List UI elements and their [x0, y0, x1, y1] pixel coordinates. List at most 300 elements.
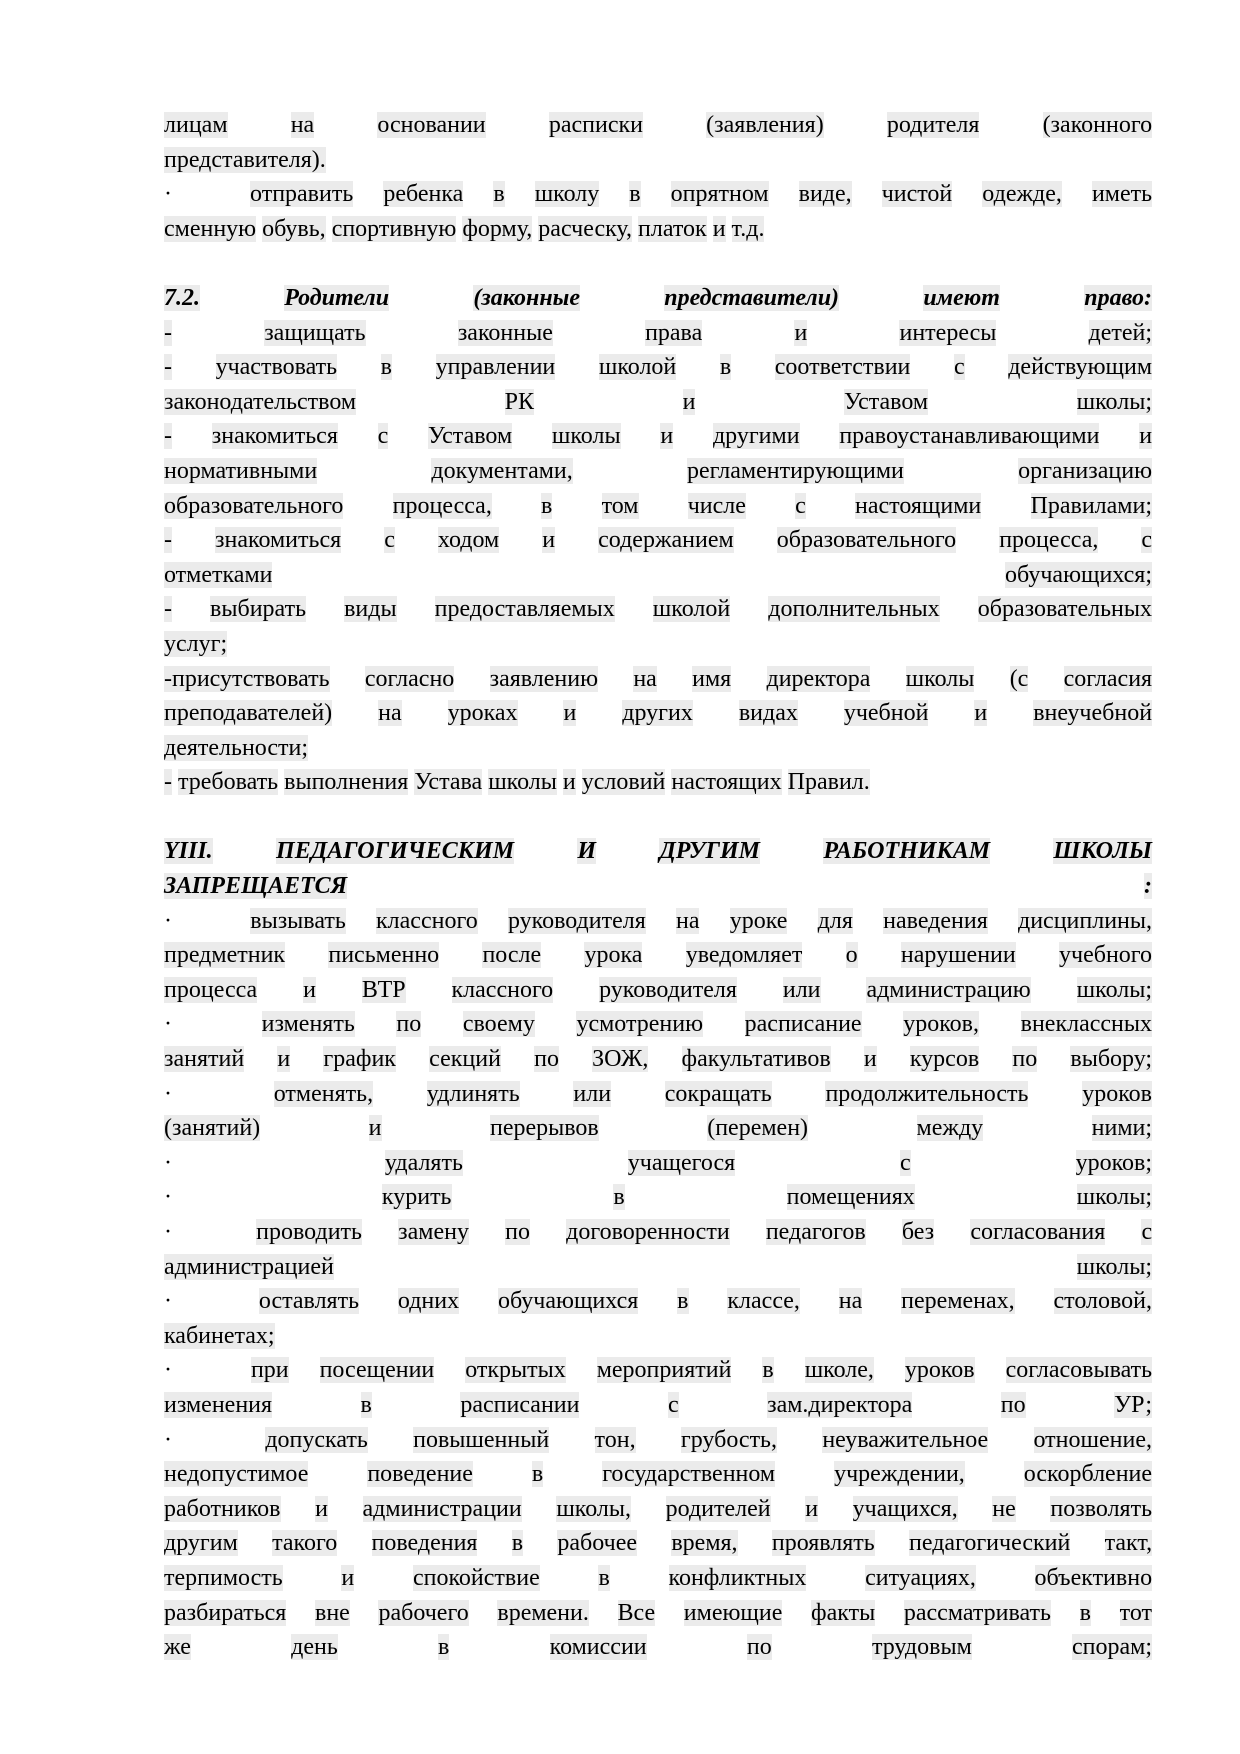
word: (законные	[473, 284, 580, 311]
word: рабочего	[378, 1599, 469, 1626]
word: с	[384, 527, 395, 554]
paragraph	[164, 177, 1152, 246]
word: знакомиться	[215, 527, 342, 554]
text-line	[164, 523, 1152, 558]
word: УР;	[1114, 1391, 1153, 1418]
word: и	[974, 700, 988, 727]
word: с	[900, 1149, 911, 1176]
word: в	[1079, 1599, 1091, 1626]
word: недопустимое	[164, 1461, 309, 1488]
word: опрятном	[670, 181, 769, 208]
word: кабинетах;	[164, 1322, 275, 1349]
bullet-marker: ·	[164, 1149, 172, 1176]
word: объективно	[1034, 1564, 1153, 1591]
text-line	[164, 869, 1152, 904]
word: согласовывать	[1005, 1357, 1153, 1384]
word: помещениях	[786, 1184, 915, 1211]
word: выбору;	[1070, 1046, 1153, 1073]
word: школой	[652, 596, 731, 623]
text-line	[164, 696, 1152, 731]
bullet-marker: ·	[164, 1426, 172, 1453]
word: школы,	[556, 1495, 632, 1522]
word: образовательных	[977, 596, 1153, 623]
word: Уставом	[428, 423, 513, 450]
word: грубость,	[680, 1426, 777, 1453]
word: выбирать	[210, 596, 307, 623]
word: с	[667, 1391, 679, 1418]
word: родителя	[886, 112, 980, 138]
word: родителей	[665, 1495, 771, 1522]
word: руководителя	[599, 976, 737, 1003]
word: представители)	[664, 284, 840, 311]
word: школой	[598, 354, 677, 381]
word: на	[633, 665, 657, 692]
text-line	[164, 1250, 1152, 1285]
word: в	[677, 1288, 689, 1315]
word: образовательного	[164, 492, 344, 519]
word: с	[795, 492, 806, 519]
word: лицам	[164, 112, 228, 138]
word: допускать	[265, 1426, 368, 1453]
text-line	[164, 281, 1152, 316]
word: -	[164, 319, 172, 346]
word: уроках	[447, 700, 518, 727]
word: изменения	[164, 1391, 273, 1418]
word: по	[505, 1219, 530, 1245]
word: неуважительное	[822, 1426, 989, 1453]
word: факультативов	[681, 1046, 831, 1073]
word: имеющие	[683, 1599, 783, 1626]
word: настоящих	[671, 769, 782, 796]
word: секций	[429, 1046, 501, 1073]
text-line	[164, 1353, 1152, 1388]
word: в	[629, 181, 641, 208]
word: администрацией	[164, 1253, 334, 1280]
word: ЗОЖ,	[592, 1046, 649, 1073]
word: (перемен)	[707, 1115, 809, 1142]
word: в	[762, 1357, 774, 1384]
word: школы;	[1076, 388, 1152, 415]
text-line	[164, 419, 1152, 454]
section-heading	[164, 281, 1152, 316]
word: и	[794, 319, 808, 346]
word: ребенка	[383, 181, 464, 208]
word: Родители	[284, 284, 390, 311]
word: деятельности;	[164, 734, 309, 761]
text-line	[164, 489, 1152, 524]
word: (занятий)	[164, 1115, 261, 1142]
word: (законного	[1042, 112, 1153, 138]
word: школы;	[1076, 1253, 1152, 1280]
bullet-marker: ·	[164, 1219, 172, 1245]
word: и	[368, 1115, 382, 1142]
word: педагогический	[909, 1530, 1071, 1557]
text-line	[164, 834, 1152, 869]
word: защищать	[264, 319, 366, 346]
word: YIII.	[164, 838, 213, 865]
word: И	[577, 838, 597, 865]
word: конфликтных	[668, 1564, 807, 1591]
word: о	[845, 942, 858, 969]
word: школы	[905, 665, 975, 692]
word: в	[380, 354, 393, 381]
text-line	[164, 1630, 1152, 1665]
text-line	[164, 350, 1152, 385]
word: РК	[504, 388, 534, 415]
word: уведомляет	[685, 942, 803, 969]
text-line	[164, 1526, 1152, 1561]
word: Уставом	[843, 388, 929, 415]
word: перерывов	[489, 1115, 599, 1142]
text-line	[164, 558, 1152, 593]
text-line	[164, 1388, 1152, 1423]
word: управлении	[435, 354, 556, 381]
word: удлинять	[426, 1080, 520, 1107]
word: ними;	[1091, 1115, 1153, 1142]
word: столовой,	[1053, 1288, 1153, 1315]
word: участвовать	[215, 354, 338, 381]
bullet-marker: ·	[164, 1080, 172, 1107]
text-line	[164, 1111, 1152, 1146]
word: обучающихся	[498, 1288, 639, 1315]
word: разбираться	[164, 1599, 287, 1626]
word: внеучебной	[1033, 700, 1153, 727]
word: -	[164, 769, 172, 796]
word: в	[541, 492, 553, 519]
word: спорам;	[1072, 1634, 1153, 1661]
word: усмотрению	[576, 1011, 704, 1038]
word: и	[303, 976, 316, 1003]
word: такого	[272, 1530, 338, 1557]
word: работников	[164, 1495, 281, 1522]
word: рассматривать	[903, 1599, 1051, 1626]
word: основании	[377, 112, 486, 138]
text-line	[164, 454, 1152, 489]
word: наведения	[883, 907, 988, 934]
word: классного	[376, 907, 478, 934]
word: и	[682, 388, 696, 415]
word: урока	[584, 942, 643, 969]
word: ВТР	[361, 976, 406, 1003]
word: уроков,	[903, 1011, 979, 1038]
word: и	[805, 1495, 819, 1522]
section-heading	[164, 834, 1152, 903]
word: нарушении	[900, 942, 1016, 969]
word: другим	[164, 1530, 238, 1557]
word: правоустанавливающими	[839, 423, 1100, 450]
word: в	[511, 1530, 524, 1557]
word: расписании	[460, 1391, 580, 1418]
word: или	[573, 1080, 612, 1107]
word: в	[598, 1564, 610, 1591]
word: поведения	[371, 1530, 478, 1557]
word: по	[1012, 1046, 1038, 1073]
word: и	[1139, 423, 1153, 450]
word: факты	[811, 1599, 876, 1626]
word: услуг;	[164, 630, 228, 657]
bullet-marker: ·	[164, 1011, 172, 1038]
text-line	[164, 1146, 1152, 1181]
word: в	[613, 1184, 625, 1211]
text-line	[164, 1561, 1152, 1596]
word: курить	[381, 1184, 452, 1211]
word: -присутствовать	[164, 665, 330, 692]
word: имеют	[923, 284, 1000, 311]
word: процесса,	[999, 527, 1099, 554]
word: и	[315, 1495, 328, 1522]
word: на	[838, 1288, 863, 1315]
word: по	[534, 1046, 559, 1073]
word: имя	[692, 665, 732, 692]
text-line	[164, 108, 1152, 143]
word: Все	[617, 1599, 656, 1626]
word: или	[782, 976, 821, 1003]
word: спортивную	[331, 215, 457, 242]
word: с	[1141, 1219, 1153, 1245]
word: по	[396, 1011, 422, 1038]
word: занятий	[164, 1046, 245, 1073]
paragraph-spacer	[164, 246, 1152, 281]
word: :	[1144, 873, 1152, 900]
word: числе	[687, 492, 746, 519]
text-line	[164, 662, 1152, 697]
word: не	[992, 1495, 1016, 1522]
word: для	[817, 907, 853, 934]
word: и	[563, 700, 577, 727]
text-line	[164, 1077, 1152, 1112]
word: Правил.	[787, 769, 870, 796]
word: одежде,	[982, 181, 1062, 208]
word: форму,	[462, 215, 533, 242]
word: и	[863, 1046, 877, 1073]
word: в	[531, 1461, 544, 1488]
word: отношение,	[1033, 1426, 1152, 1453]
word: и	[277, 1046, 291, 1073]
word: посещении	[319, 1357, 435, 1384]
word: тон,	[594, 1426, 636, 1453]
word: уроке	[729, 907, 788, 934]
word: продолжительность	[825, 1080, 1029, 1107]
text-line	[164, 1007, 1152, 1042]
word: замену	[398, 1219, 469, 1245]
word: платок	[638, 215, 707, 242]
word: -	[164, 596, 172, 623]
word: своему	[462, 1011, 535, 1038]
word: школу	[534, 181, 600, 208]
word: педагогов	[765, 1219, 866, 1245]
word: директора	[766, 665, 871, 692]
word: с	[1141, 527, 1153, 554]
word: терпимость	[164, 1564, 283, 1591]
word: после	[482, 942, 542, 969]
text-line	[164, 1215, 1152, 1250]
word: обучающихся;	[1005, 561, 1152, 588]
word: открытых	[465, 1357, 566, 1384]
text-line	[164, 1284, 1152, 1319]
word: государственном	[602, 1461, 776, 1488]
word: виды	[344, 596, 397, 623]
text-line	[164, 385, 1152, 420]
word: в	[438, 1634, 450, 1661]
word: преподавателей)	[164, 700, 333, 727]
word: том	[601, 492, 639, 519]
word: ходом	[437, 527, 500, 554]
word: условий	[581, 769, 666, 796]
word: руководителя	[507, 907, 646, 934]
word: и	[542, 527, 556, 554]
word: ДРУГИМ	[659, 838, 760, 865]
word: содержанием	[598, 527, 734, 554]
word: (с	[1009, 665, 1029, 692]
word: трудовым	[871, 1634, 972, 1661]
word: учащегося	[627, 1149, 736, 1176]
text-line	[164, 1319, 1152, 1354]
word: времени.	[497, 1599, 589, 1626]
bullet-marker: ·	[164, 1288, 172, 1315]
word: и	[562, 769, 576, 796]
word: администрацию	[866, 976, 1031, 1003]
word: предоставляемых	[434, 596, 615, 623]
word: дисциплины,	[1018, 907, 1153, 934]
word: процесса,	[392, 492, 492, 519]
word: выполнения	[284, 769, 409, 796]
word: позволять	[1050, 1495, 1153, 1522]
word: школы;	[1076, 976, 1153, 1003]
word: письменно	[328, 942, 440, 969]
word: с	[377, 423, 389, 450]
word: Устава	[414, 769, 483, 796]
word: видах	[738, 700, 798, 727]
bullet-marker: ·	[164, 181, 172, 208]
word: других	[622, 700, 693, 727]
word: настоящими	[855, 492, 982, 519]
word: права	[645, 319, 703, 346]
word: чистой	[881, 181, 953, 208]
word: и	[341, 1564, 355, 1591]
bullet-marker: ·	[164, 907, 172, 934]
word: школе,	[804, 1357, 874, 1384]
word: знакомиться	[211, 423, 338, 450]
word: в	[493, 181, 505, 208]
word: тот	[1119, 1599, 1152, 1626]
text-line	[164, 938, 1152, 973]
bullet-marker: ·	[164, 1357, 172, 1384]
word: другими	[712, 423, 800, 450]
word: зам.директора	[767, 1391, 913, 1418]
text-line	[164, 765, 1152, 800]
word: образовательного	[776, 527, 957, 554]
word: повышенный	[413, 1426, 550, 1453]
word: документами,	[431, 457, 573, 484]
text-line	[164, 627, 1152, 662]
word: сменную	[164, 215, 257, 242]
word: РАБОТНИКАМ	[823, 838, 991, 865]
word: расписание	[744, 1011, 862, 1038]
word: и	[712, 215, 726, 242]
word: соответствии	[774, 354, 911, 381]
word: учебной	[843, 700, 929, 727]
word: предметник	[164, 942, 286, 969]
word: между	[916, 1115, 984, 1142]
word: такт,	[1104, 1530, 1153, 1557]
word: отметками	[164, 561, 273, 588]
word: согласования	[970, 1219, 1106, 1245]
word: отменять,	[273, 1080, 374, 1107]
word: ПЕДАГОГИЧЕСКИМ	[276, 838, 515, 865]
word: виде,	[798, 181, 852, 208]
word: отправить	[250, 181, 354, 208]
text-line	[164, 143, 1152, 178]
paragraph	[164, 316, 1152, 800]
text-line	[164, 1457, 1152, 1492]
word: уроков	[904, 1357, 975, 1384]
word: классного	[451, 976, 554, 1003]
word: при	[250, 1357, 289, 1384]
word: на	[378, 700, 402, 727]
word: регламентирующими	[686, 457, 904, 484]
text-line	[164, 177, 1152, 212]
word: уроков;	[1075, 1149, 1153, 1176]
word: согласия	[1063, 665, 1153, 692]
word: по	[1000, 1391, 1026, 1418]
word: организацию	[1018, 457, 1153, 484]
text-line	[164, 316, 1152, 351]
word: проявлять	[771, 1530, 875, 1557]
word: удалять	[384, 1149, 463, 1176]
word: день	[291, 1634, 338, 1661]
paragraph-spacer	[164, 800, 1152, 835]
word: иметь	[1091, 181, 1153, 208]
word: Правилами;	[1030, 492, 1152, 519]
text-line	[164, 1423, 1152, 1458]
word: заявлению	[489, 665, 599, 692]
word: -	[164, 423, 172, 450]
text-line	[164, 904, 1152, 939]
word: процесса	[164, 976, 258, 1003]
word: законодательством	[164, 388, 357, 415]
word: детей;	[1088, 319, 1153, 346]
word: учебного	[1059, 942, 1153, 969]
word: законные	[457, 319, 553, 346]
word: спокойствие	[412, 1564, 540, 1591]
word: внеклассных	[1020, 1011, 1152, 1038]
word: проводить	[256, 1219, 362, 1245]
word: дополнительных	[768, 596, 940, 623]
word: сокращать	[664, 1080, 772, 1107]
paragraph	[164, 904, 1152, 1665]
bullet-marker: ·	[164, 1184, 172, 1211]
text-line	[164, 1596, 1152, 1631]
word: администрации	[362, 1495, 522, 1522]
word: вызывать	[250, 907, 346, 934]
word: -	[164, 527, 172, 554]
word: и	[660, 423, 674, 450]
word: курсов	[909, 1046, 980, 1073]
word: нормативными	[164, 457, 318, 484]
word: требовать	[178, 769, 279, 796]
word: расписки	[548, 112, 643, 138]
word: в	[360, 1391, 372, 1418]
word: ЗАПРЕЩАЕТСЯ	[164, 873, 348, 900]
word: классе,	[727, 1288, 800, 1315]
word: график	[323, 1046, 396, 1073]
word: оскорбление	[1023, 1461, 1153, 1488]
word: вне	[315, 1599, 350, 1626]
word: действующим	[1008, 354, 1153, 381]
word: же	[164, 1634, 191, 1661]
word: представителя).	[164, 146, 326, 173]
word: на	[675, 907, 700, 934]
